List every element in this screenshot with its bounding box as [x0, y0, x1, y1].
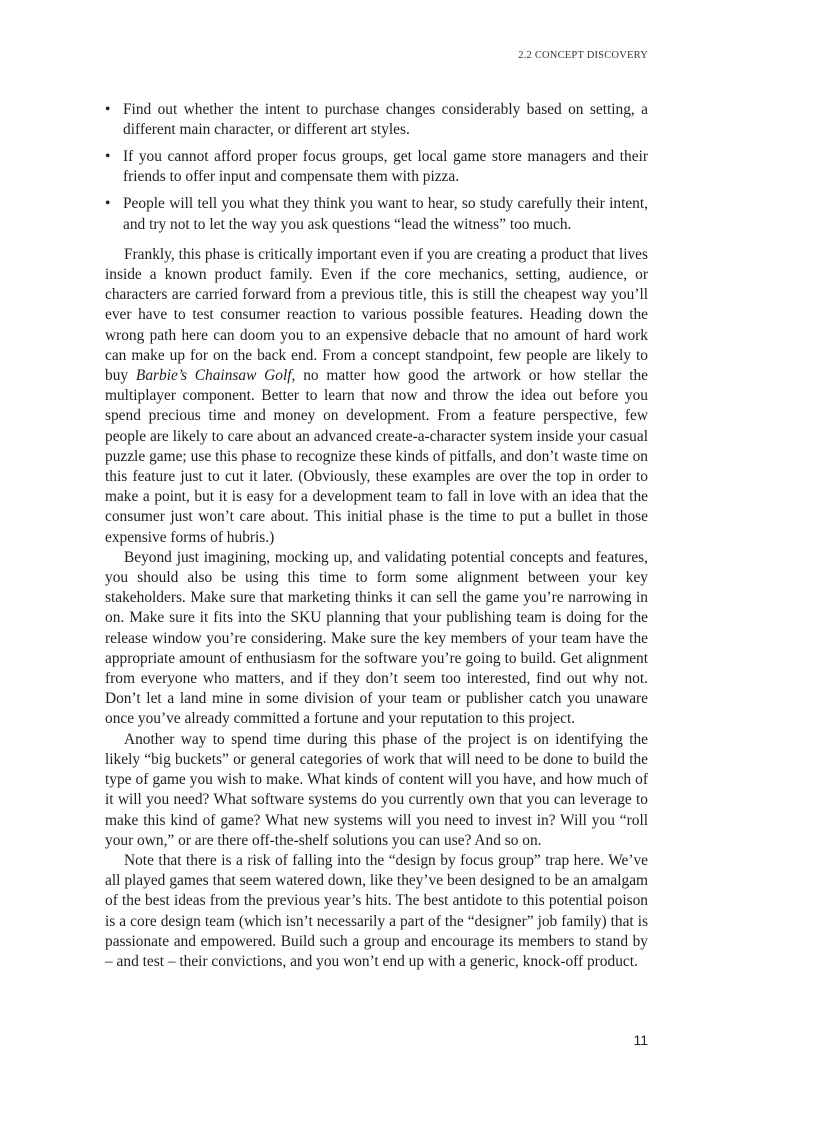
paragraph-note: Note that there is a risk of falling into the “design by focus group” trap here. We’ve all played games that seem watered down, like they’ve been designed to be an amalgam of the best ideas from the previous year’s hits. The best antidote to this potential poison is a core design team (which isn’t necessarily a part of the “designer” job family) that is passionate and empowered. Build such a group and encourage its members to stand by – and test – their convictions, and you won’t end up with a generic, knock-off product. [105, 851, 648, 970]
paragraph-text: , no matter how good the artwork or how stellar the multiplayer component. Better to learn that now and throw the idea out before you spend precious time and money on development. From a feature perspective, few people are likely to care about an advanced create-a-character system inside your casual puzzle game; use this phase to recognize these kinds of pitfalls, and don’t waste time on this feature just to cut it later. (Obviously, these examples are over the top in order to make a point, but it is easy for a development team to fall in love with an idea that the consumer just won’t care about. This initial phase is the time to put a bullet in those expensive forms of hubris.) [105, 367, 649, 546]
bullet-glyph: • [105, 195, 111, 213]
list-item [105, 100, 648, 140]
paragraph-another-way: Another way to spend time during this phase of the project is on identifying the likely “big buckets” or general categories of work that will need to be done to build the type of game you wish to make. What kinds of content will you have, and how much of it will you need? What software systems do you currently own that you can leverage to make this kind of game? What new systems will you need to invest in? Will you “roll your own,” or are there off-the-shelf solutions you can use? And so on. [105, 730, 648, 849]
bullet-list [105, 100, 648, 235]
list-item [105, 147, 648, 187]
bullet-text: People will tell you what they think you want to hear, so study carefully their intent, and try not to let the way you ask questions “lead the witness” too much. [123, 195, 648, 233]
bullet-glyph: • [105, 148, 111, 166]
running-head: 2.2 CONCEPT DISCOVERY [518, 50, 648, 61]
list-item [105, 194, 648, 234]
paragraph-frankly [105, 245, 648, 548]
bullet-glyph: • [105, 101, 111, 118]
page-number: 11 [633, 1032, 648, 1048]
bullet-text: If you cannot afford proper focus groups, get local game store managers and their friends to offer input and compensate them with pizza. [123, 148, 648, 186]
paragraph-beyond: Beyond just imagining, mocking up, and validating potential concepts and features, you should also be using this time to form some alignment between your key stakeholders. Make sure that marketing thinks it can sell the game you’re narrowing in on. Make sure it fits into the SKU planning that your publishing team is doing for the release window you’re considering. Make sure the key members of your team have the appropriate amount of enthusiasm for the software you’re going to build. Get alignment from everyone who matters, and if they don’t seem too interested, find out why not. Don’t let a land mine in some division of your team or publisher catch you unaware once you’ve already committed a fortune and your reputation to this project. [105, 548, 648, 728]
bullet-text: Find out whether the intent to purchase changes considerably based on setting, a different main character, or different art styles. [123, 101, 648, 139]
body-text [105, 100, 648, 972]
paragraph-text: Frankly, this phase is critically important even if you are creating a product that lives inside a known product family. Even if the core mechanics, setting, audience, or characters are carried forward from a previous title, this is still the cheapest way you’ll ever have to test consumer reaction to various possible features. Heading down the wrong path here can doom you to an expensive debacle that no amount of hard work can make up for on the back end. From a concept standpoint, few people are likely to buy [105, 245, 648, 385]
game-title-italic: Barbie’s Chainsaw Golf [135, 367, 292, 385]
